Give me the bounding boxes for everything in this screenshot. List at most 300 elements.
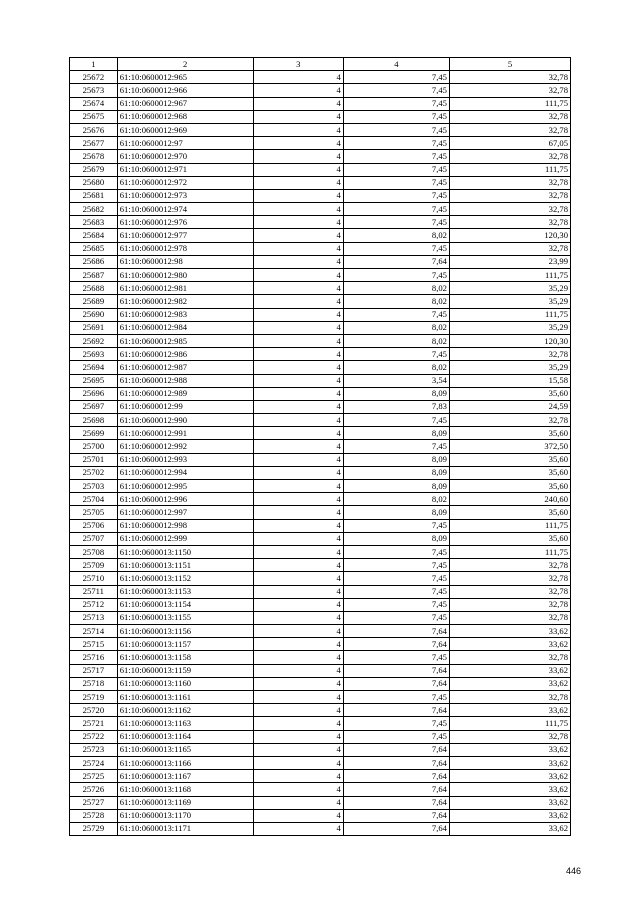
- table-cell-col-3: 4: [253, 414, 343, 427]
- table-cell-col-3: 4: [253, 427, 343, 440]
- table-cell-col-3: 4: [253, 506, 343, 519]
- table-cell-col-5: 32,78: [449, 559, 570, 572]
- table-cell-col-2: 61:10:0600012:996: [117, 493, 253, 506]
- table-cell-col-1: 25685: [70, 242, 118, 255]
- table-row: [70, 427, 571, 440]
- table-cell-col-3: 4: [253, 348, 343, 361]
- table-cell-col-2: 61:10:0600012:981: [117, 282, 253, 295]
- table-cell-col-2: 61:10:0600012:983: [117, 308, 253, 321]
- table-cell-col-1: 25689: [70, 295, 118, 308]
- table-cell-col-5: 35,60: [449, 506, 570, 519]
- table-cell-col-1: 25672: [70, 71, 118, 84]
- table-cell-col-5: 35,29: [449, 321, 570, 334]
- table-cell-col-5: 23,99: [449, 255, 570, 268]
- table-cell-col-5: 32,78: [449, 71, 570, 84]
- table-row: [70, 387, 571, 400]
- table-cell-col-2: 61:10:0600013:1162: [117, 704, 253, 717]
- table-cell-col-2: 61:10:0600012:987: [117, 361, 253, 374]
- table-cell-col-3: 4: [253, 664, 343, 677]
- table-cell-col-2: 61:10:0600012:988: [117, 374, 253, 387]
- table-cell-col-1: 25676: [70, 123, 118, 136]
- table-cell-col-5: 120,30: [449, 229, 570, 242]
- table-row: [70, 572, 571, 585]
- table-body: [70, 71, 571, 836]
- table-cell-col-4: 7,45: [343, 651, 449, 664]
- table-cell-col-2: 61:10:0600012:972: [117, 176, 253, 189]
- table-cell-col-2: 61:10:0600012:985: [117, 334, 253, 347]
- table-cell-col-2: 61:10:0600013:1150: [117, 545, 253, 558]
- table-cell-col-5: 111,75: [449, 97, 570, 110]
- table-cell-col-3: 4: [253, 677, 343, 690]
- table-cell-col-3: 4: [253, 361, 343, 374]
- table-cell-col-4: 7,45: [343, 545, 449, 558]
- table-cell-col-3: 4: [253, 625, 343, 638]
- table-cell-col-2: 61:10:0600012:997: [117, 506, 253, 519]
- table-cell-col-5: 32,78: [449, 414, 570, 427]
- table-cell-col-1: 25710: [70, 572, 118, 585]
- table-cell-col-4: 7,64: [343, 756, 449, 769]
- table-cell-col-1: 25703: [70, 480, 118, 493]
- table-cell-col-5: 32,78: [449, 585, 570, 598]
- table-cell-col-4: 7,64: [343, 677, 449, 690]
- table-cell-col-1: 25726: [70, 783, 118, 796]
- table-cell-col-2: 61:10:0600012:992: [117, 440, 253, 453]
- table-cell-col-5: 111,75: [449, 308, 570, 321]
- table-cell-col-3: 4: [253, 269, 343, 282]
- table-cell-col-2: 61:10:0600012:97: [117, 137, 253, 150]
- table-cell-col-1: 25702: [70, 466, 118, 479]
- table-cell-col-4: 7,45: [343, 691, 449, 704]
- table-cell-col-2: 61:10:0600012:994: [117, 466, 253, 479]
- table-cell-col-5: 32,78: [449, 150, 570, 163]
- table-cell-col-3: 4: [253, 796, 343, 809]
- table-cell-col-2: 61:10:0600012:978: [117, 242, 253, 255]
- table-cell-col-2: 61:10:0600012:971: [117, 163, 253, 176]
- table-cell-col-3: 4: [253, 638, 343, 651]
- table-cell-col-3: 4: [253, 493, 343, 506]
- table-cell-col-5: 35,60: [449, 480, 570, 493]
- table-cell-col-3: 4: [253, 255, 343, 268]
- table-cell-col-4: 7,45: [343, 348, 449, 361]
- table-cell-col-2: 61:10:0600012:995: [117, 480, 253, 493]
- table-cell-col-3: 4: [253, 783, 343, 796]
- table-cell-col-1: 25724: [70, 756, 118, 769]
- table-row: [70, 783, 571, 796]
- table-cell-col-2: 61:10:0600012:99: [117, 400, 253, 413]
- table-cell-col-4: 7,64: [343, 625, 449, 638]
- table-cell-col-4: 7,45: [343, 137, 449, 150]
- table-cell-col-3: 4: [253, 334, 343, 347]
- table-cell-col-2: 61:10:0600012:98: [117, 255, 253, 268]
- table-cell-col-4: 7,45: [343, 572, 449, 585]
- table-row: [70, 295, 571, 308]
- table-cell-col-4: 7,45: [343, 203, 449, 216]
- table-cell-col-2: 61:10:0600012:998: [117, 519, 253, 532]
- table-cell-col-1: 25725: [70, 770, 118, 783]
- table-cell-col-4: 7,45: [343, 611, 449, 624]
- table-cell-col-3: 4: [253, 189, 343, 202]
- table-cell-col-5: 33,62: [449, 664, 570, 677]
- table-cell-col-2: 61:10:0600013:1157: [117, 638, 253, 651]
- table-cell-col-5: 33,62: [449, 770, 570, 783]
- table-cell-col-4: 8,09: [343, 506, 449, 519]
- table-cell-col-4: 7,45: [343, 176, 449, 189]
- table-row: [70, 532, 571, 545]
- table-cell-col-1: 25681: [70, 189, 118, 202]
- table-cell-col-5: 32,78: [449, 110, 570, 123]
- table-row: [70, 809, 571, 822]
- table-cell-col-5: 32,78: [449, 123, 570, 136]
- table-row: [70, 453, 571, 466]
- table-cell-col-2: 61:10:0600012:980: [117, 269, 253, 282]
- table-row: [70, 651, 571, 664]
- table-cell-col-5: 32,78: [449, 651, 570, 664]
- table-cell-col-4: 7,45: [343, 216, 449, 229]
- table-cell-col-3: 4: [253, 480, 343, 493]
- table-cell-col-3: 4: [253, 691, 343, 704]
- table-cell-col-5: 33,62: [449, 638, 570, 651]
- table-cell-col-1: 25729: [70, 822, 118, 835]
- table-row: [70, 216, 571, 229]
- table-cell-col-1: 25695: [70, 374, 118, 387]
- table-row: [70, 677, 571, 690]
- table-cell-col-1: 25700: [70, 440, 118, 453]
- table-cell-col-5: 32,78: [449, 691, 570, 704]
- table-cell-col-4: 7,45: [343, 163, 449, 176]
- table-cell-col-5: 33,62: [449, 756, 570, 769]
- table-cell-col-2: 61:10:0600013:1164: [117, 730, 253, 743]
- table-cell-col-3: 4: [253, 282, 343, 295]
- table-row: [70, 242, 571, 255]
- table-cell-col-3: 4: [253, 242, 343, 255]
- table-cell-col-5: 35,60: [449, 466, 570, 479]
- table-cell-col-3: 4: [253, 374, 343, 387]
- table-cell-col-2: 61:10:0600013:1171: [117, 822, 253, 835]
- table-cell-col-1: 25721: [70, 717, 118, 730]
- table-cell-col-5: 111,75: [449, 163, 570, 176]
- table-cell-col-3: 4: [253, 532, 343, 545]
- table-cell-col-4: 8,02: [343, 295, 449, 308]
- table-cell-col-1: 25728: [70, 809, 118, 822]
- table-cell-col-4: 3,54: [343, 374, 449, 387]
- table-cell-col-1: 25712: [70, 598, 118, 611]
- table-cell-col-2: 61:10:0600013:1165: [117, 743, 253, 756]
- table-cell-col-5: 32,78: [449, 598, 570, 611]
- table-cell-col-3: 4: [253, 717, 343, 730]
- table-cell-col-1: 25694: [70, 361, 118, 374]
- table-cell-col-3: 4: [253, 97, 343, 110]
- table-row: [70, 585, 571, 598]
- table-cell-col-2: 61:10:0600013:1152: [117, 572, 253, 585]
- table-cell-col-1: 25711: [70, 585, 118, 598]
- table-cell-col-3: 4: [253, 519, 343, 532]
- table-cell-col-1: 25683: [70, 216, 118, 229]
- table-cell-col-5: 372,50: [449, 440, 570, 453]
- table-cell-col-1: 25674: [70, 97, 118, 110]
- table-cell-col-5: 35,29: [449, 295, 570, 308]
- table-cell-col-2: 61:10:0600012:977: [117, 229, 253, 242]
- table-cell-col-3: 4: [253, 321, 343, 334]
- table-cell-col-4: 7,45: [343, 189, 449, 202]
- table-cell-col-5: 33,62: [449, 822, 570, 835]
- table-row: [70, 704, 571, 717]
- table-cell-col-1: 25699: [70, 427, 118, 440]
- table-cell-col-4: 7,45: [343, 414, 449, 427]
- table-cell-col-4: 7,64: [343, 822, 449, 835]
- table-cell-col-4: 7,64: [343, 664, 449, 677]
- table-row: [70, 506, 571, 519]
- table-cell-col-5: 35,60: [449, 532, 570, 545]
- table-cell-col-1: 25701: [70, 453, 118, 466]
- table-row: [70, 770, 571, 783]
- table-cell-col-2: 61:10:0600012:970: [117, 150, 253, 163]
- table-cell-col-4: 7,45: [343, 519, 449, 532]
- table-row: [70, 308, 571, 321]
- table-cell-col-4: 7,64: [343, 783, 449, 796]
- table-cell-col-1: 25687: [70, 269, 118, 282]
- table-cell-col-5: 111,75: [449, 717, 570, 730]
- table-cell-col-3: 4: [253, 822, 343, 835]
- table-row: [70, 203, 571, 216]
- table-cell-col-4: 7,45: [343, 110, 449, 123]
- table-cell-col-1: 25690: [70, 308, 118, 321]
- table-cell-col-4: 7,45: [343, 440, 449, 453]
- table-cell-col-4: 8,02: [343, 229, 449, 242]
- table-cell-col-1: 25691: [70, 321, 118, 334]
- column-header-4: 4: [343, 58, 449, 71]
- table-cell-col-5: 35,60: [449, 427, 570, 440]
- table-cell-col-4: 7,45: [343, 84, 449, 97]
- table-cell-col-5: 33,62: [449, 809, 570, 822]
- table-cell-col-2: 61:10:0600012:967: [117, 97, 253, 110]
- table-cell-col-2: 61:10:0600012:966: [117, 84, 253, 97]
- table-cell-col-3: 4: [253, 150, 343, 163]
- table-cell-col-5: 35,60: [449, 453, 570, 466]
- table-row: [70, 717, 571, 730]
- table-cell-col-4: 7,45: [343, 242, 449, 255]
- column-header-2: 2: [117, 58, 253, 71]
- table-cell-col-5: 67,05: [449, 137, 570, 150]
- table-cell-col-3: 4: [253, 743, 343, 756]
- table-cell-col-3: 4: [253, 756, 343, 769]
- table-cell-col-5: 35,29: [449, 361, 570, 374]
- table-cell-col-4: 8,09: [343, 427, 449, 440]
- table-cell-col-5: 32,78: [449, 189, 570, 202]
- table-cell-col-5: 240,60: [449, 493, 570, 506]
- table-row: [70, 625, 571, 638]
- table-cell-col-5: 33,62: [449, 677, 570, 690]
- table-cell-col-2: 61:10:0600012:989: [117, 387, 253, 400]
- table-cell-col-5: 32,78: [449, 176, 570, 189]
- table-cell-col-5: 33,62: [449, 783, 570, 796]
- table-cell-col-4: 7,45: [343, 150, 449, 163]
- table-cell-col-2: 61:10:0600012:999: [117, 532, 253, 545]
- table-row: [70, 400, 571, 413]
- table-row: [70, 137, 571, 150]
- table-header-row: [70, 58, 571, 71]
- table-row: [70, 123, 571, 136]
- table-cell-col-2: 61:10:0600013:1156: [117, 625, 253, 638]
- table-cell-col-1: 25709: [70, 559, 118, 572]
- table-row: [70, 493, 571, 506]
- table-cell-col-3: 4: [253, 572, 343, 585]
- table-cell-col-3: 4: [253, 770, 343, 783]
- table-cell-col-1: 25727: [70, 796, 118, 809]
- table-cell-col-3: 4: [253, 387, 343, 400]
- table-row: [70, 71, 571, 84]
- table-row: [70, 743, 571, 756]
- table-row: [70, 559, 571, 572]
- table-cell-col-3: 4: [253, 84, 343, 97]
- table-cell-col-4: 7,45: [343, 269, 449, 282]
- table-row: [70, 361, 571, 374]
- table-cell-col-5: 33,62: [449, 704, 570, 717]
- table-cell-col-3: 4: [253, 308, 343, 321]
- table-cell-col-3: 4: [253, 651, 343, 664]
- table-row: [70, 756, 571, 769]
- table-cell-col-3: 4: [253, 545, 343, 558]
- table-row: [70, 110, 571, 123]
- table-row: [70, 691, 571, 704]
- table-cell-col-3: 4: [253, 110, 343, 123]
- table-cell-col-4: 7,64: [343, 638, 449, 651]
- table-row: [70, 638, 571, 651]
- table-row: [70, 611, 571, 624]
- table-row: [70, 282, 571, 295]
- table-cell-col-5: 32,78: [449, 216, 570, 229]
- table-cell-col-3: 4: [253, 71, 343, 84]
- table-cell-col-2: 61:10:0600012:986: [117, 348, 253, 361]
- column-header-1: 1: [70, 58, 118, 71]
- table-cell-col-4: 7,64: [343, 704, 449, 717]
- table-row: [70, 664, 571, 677]
- table-cell-col-1: 25717: [70, 664, 118, 677]
- table-row: [70, 176, 571, 189]
- table-cell-col-4: 8,02: [343, 361, 449, 374]
- table-cell-col-3: 4: [253, 295, 343, 308]
- table-cell-col-3: 4: [253, 123, 343, 136]
- table-cell-col-5: 35,60: [449, 387, 570, 400]
- table-cell-col-5: 35,29: [449, 282, 570, 295]
- column-header-5: 5: [449, 58, 570, 71]
- table-cell-col-3: 4: [253, 176, 343, 189]
- table-cell-col-1: 25722: [70, 730, 118, 743]
- table-cell-col-4: 8,09: [343, 453, 449, 466]
- table-cell-col-4: 8,02: [343, 334, 449, 347]
- column-header-3: 3: [253, 58, 343, 71]
- table-cell-col-3: 4: [253, 598, 343, 611]
- table-cell-col-1: 25708: [70, 545, 118, 558]
- table-cell-col-1: 25715: [70, 638, 118, 651]
- table-cell-col-1: 25692: [70, 334, 118, 347]
- table-cell-col-4: 7,45: [343, 123, 449, 136]
- table-row: [70, 374, 571, 387]
- table-cell-col-3: 4: [253, 203, 343, 216]
- table-cell-col-5: 33,62: [449, 625, 570, 638]
- table-cell-col-2: 61:10:0600012:984: [117, 321, 253, 334]
- table-cell-col-1: 25682: [70, 203, 118, 216]
- table-cell-col-5: 32,78: [449, 348, 570, 361]
- table-cell-col-2: 61:10:0600012:974: [117, 203, 253, 216]
- table-row: [70, 466, 571, 479]
- table-cell-col-2: 61:10:0600013:1170: [117, 809, 253, 822]
- table-row: [70, 334, 571, 347]
- table-row: [70, 189, 571, 202]
- table-cell-col-1: 25704: [70, 493, 118, 506]
- table-cell-col-5: 120,30: [449, 334, 570, 347]
- table-cell-col-5: 32,78: [449, 730, 570, 743]
- table-cell-col-3: 4: [253, 559, 343, 572]
- table-cell-col-1: 25675: [70, 110, 118, 123]
- table-row: [70, 84, 571, 97]
- table-cell-col-2: 61:10:0600012:991: [117, 427, 253, 440]
- table-row: [70, 414, 571, 427]
- table-cell-col-3: 4: [253, 466, 343, 479]
- table-cell-col-1: 25693: [70, 348, 118, 361]
- table-cell-col-3: 4: [253, 229, 343, 242]
- table-cell-col-2: 61:10:0600013:1167: [117, 770, 253, 783]
- table-cell-col-5: 32,78: [449, 242, 570, 255]
- table-cell-col-1: 25720: [70, 704, 118, 717]
- table-cell-col-1: 25688: [70, 282, 118, 295]
- table-cell-col-4: 7,64: [343, 809, 449, 822]
- table-cell-col-3: 4: [253, 730, 343, 743]
- table-cell-col-4: 7,64: [343, 743, 449, 756]
- table-cell-col-5: 111,75: [449, 545, 570, 558]
- table-row: [70, 440, 571, 453]
- table-cell-col-2: 61:10:0600012:982: [117, 295, 253, 308]
- table-cell-col-1: 25718: [70, 677, 118, 690]
- table-cell-col-4: 8,02: [343, 321, 449, 334]
- table-row: [70, 348, 571, 361]
- table-cell-col-2: 61:10:0600013:1155: [117, 611, 253, 624]
- table-cell-col-2: 61:10:0600013:1154: [117, 598, 253, 611]
- table-cell-col-1: 25705: [70, 506, 118, 519]
- table-cell-col-4: 8,09: [343, 532, 449, 545]
- table-cell-col-4: 7,83: [343, 400, 449, 413]
- table-row: [70, 97, 571, 110]
- table-cell-col-3: 4: [253, 400, 343, 413]
- table-cell-col-2: 61:10:0600013:1159: [117, 664, 253, 677]
- table-row: [70, 229, 571, 242]
- table-cell-col-2: 61:10:0600013:1151: [117, 559, 253, 572]
- table-cell-col-3: 4: [253, 453, 343, 466]
- table-row: [70, 480, 571, 493]
- table-cell-col-4: 8,02: [343, 282, 449, 295]
- table-row: [70, 519, 571, 532]
- table-cell-col-4: 7,45: [343, 717, 449, 730]
- table-cell-col-2: 61:10:0600013:1158: [117, 651, 253, 664]
- table-cell-col-3: 4: [253, 611, 343, 624]
- table-cell-col-4: 7,64: [343, 255, 449, 268]
- table-cell-col-2: 61:10:0600013:1169: [117, 796, 253, 809]
- table-cell-col-2: 61:10:0600013:1163: [117, 717, 253, 730]
- table-cell-col-3: 4: [253, 137, 343, 150]
- table-cell-col-5: 111,75: [449, 519, 570, 532]
- data-table: [69, 57, 571, 836]
- table-cell-col-5: 32,78: [449, 84, 570, 97]
- table-cell-col-5: 33,62: [449, 743, 570, 756]
- table-row: [70, 255, 571, 268]
- table-cell-col-2: 61:10:0600013:1161: [117, 691, 253, 704]
- table-cell-col-4: 7,45: [343, 598, 449, 611]
- table-cell-col-2: 61:10:0600012:993: [117, 453, 253, 466]
- table-cell-col-1: 25698: [70, 414, 118, 427]
- table-cell-col-4: 8,09: [343, 466, 449, 479]
- table-cell-col-2: 61:10:0600012:976: [117, 216, 253, 229]
- table-cell-col-1: 25706: [70, 519, 118, 532]
- table-cell-col-1: 25714: [70, 625, 118, 638]
